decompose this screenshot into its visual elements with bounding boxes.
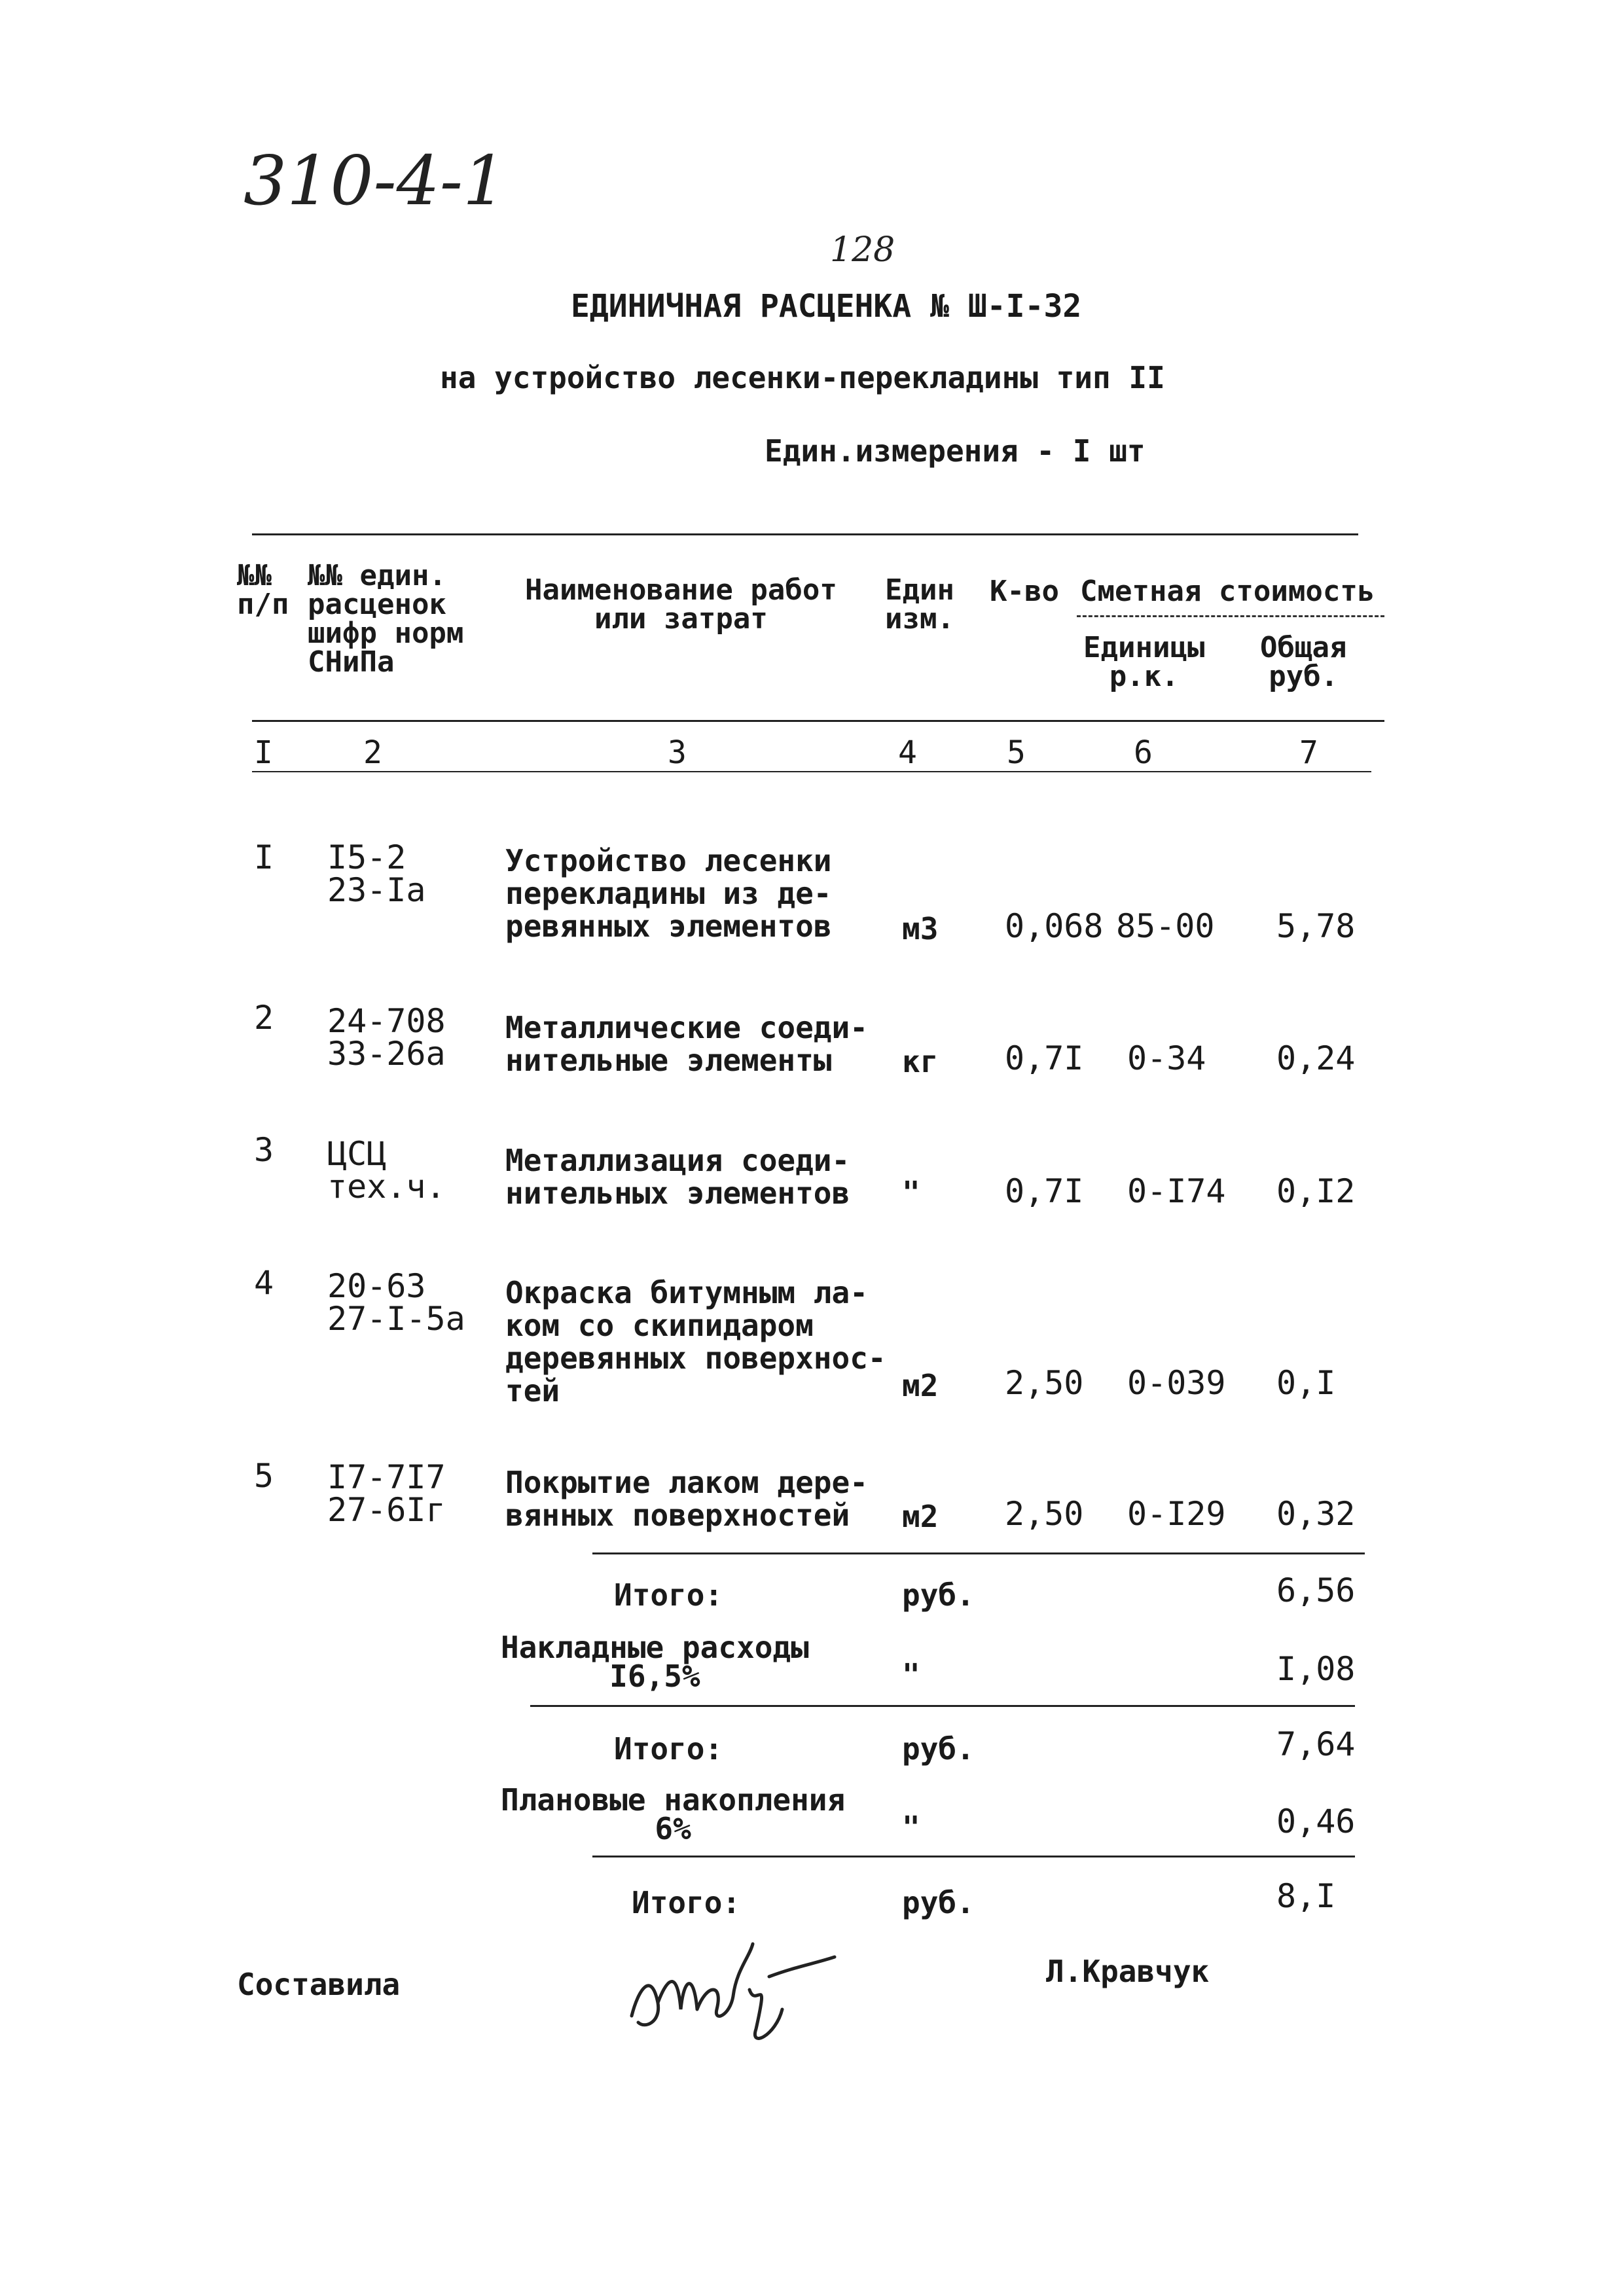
summary-5-unit: руб. [902,1885,975,1920]
summary-5-total: 8,I [1276,1877,1336,1915]
table-row-1-code: I5-2 23-Iа [327,838,426,909]
handwritten-doc-number: 310-4-1 [244,141,507,221]
table-row-1-total: 5,78 [1276,907,1356,945]
table-row-1-num: I [254,838,274,876]
summary-2-label: Накладные расходы I6,5% [501,1630,809,1694]
summary-2-total: I,08 [1276,1650,1356,1688]
summary-4-label: Плановые накопления 6% [501,1782,846,1846]
table-row-4-code: 20-63 27-I-5а [327,1267,465,1338]
col-numbers-rule [252,771,1371,772]
table-row-5-num: 5 [254,1457,274,1495]
summary-4-total: 0,46 [1276,1803,1356,1840]
table-row-2-total: 0,24 [1276,1039,1356,1077]
header-unit: Един изм. [885,573,954,636]
summary-3-label: Итого: [614,1731,723,1767]
document-subtitle: на устройство лесенки-перекладины тип II [440,360,1165,395]
summary-2-unit: " [902,1657,920,1693]
summary-rule-1 [530,1705,1355,1707]
table-row-2-name: Металлические соеди- нительные элементы [505,1010,868,1078]
header-code: №№ един. расценок шифр норм СНиПа [308,559,464,679]
table-row-5-qty: 2,50 [1005,1495,1084,1533]
table-row-1-qty: 0,068 [1005,907,1104,945]
table-row-2-code: 24-708 33-26а [327,1002,446,1073]
header-qty: К-во [990,575,1059,608]
header-name: Наименование работ или затрат [525,573,837,636]
col-number-4: 4 [898,734,917,771]
col-number-5: 5 [1007,734,1026,771]
table-row-5-unit: м2 [902,1499,939,1534]
table-row-5-price: 0-I29 [1127,1495,1226,1533]
header-bottom-rule [252,720,1384,722]
summary-3-unit: руб. [902,1731,975,1767]
summary-5-label: Итого: [632,1885,741,1920]
table-row-1-unit: м3 [902,911,939,946]
col-number-3: 3 [668,734,687,771]
summary-3-total: 7,64 [1276,1725,1356,1763]
header-cost-total: Общая руб. [1260,631,1347,693]
table-row-4-unit: м2 [902,1368,939,1403]
table-row-4-price: 0-039 [1127,1364,1226,1402]
document-title: ЕДИНИЧНАЯ РАСЦЕНКА № Ш-I-32 [571,288,1082,325]
table-row-3-code: ЦСЦ тех.ч. [327,1135,446,1206]
table-row-2-unit: кг [902,1044,939,1079]
summary-4-unit: " [902,1810,920,1845]
page-number: 128 [830,230,895,270]
summary-1-total: 6,56 [1276,1571,1356,1609]
table-row-1-price: 85-00 [1116,907,1215,945]
rows-bottom-rule [592,1552,1365,1554]
table-row-1-name: Устройство лесенки перекладины из де- ревянных элементов [505,843,832,944]
summary-1-unit: руб. [902,1577,975,1613]
unit-of-measure-line: Един.измерения - I шт [765,433,1146,469]
summary-1-label: Итого: [614,1577,723,1613]
table-row-3-num: 3 [254,1131,274,1169]
table-row-4-total: 0,I [1276,1364,1336,1402]
col-number-7: 7 [1299,734,1318,771]
table-row-4-qty: 2,50 [1005,1364,1084,1402]
col-number-6: 6 [1134,734,1153,771]
table-row-3-price: 0-I74 [1127,1172,1226,1210]
table-row-4-name: Окраска битумным ла- ком со скипидаром деревянных поверхнос- тей [505,1275,886,1408]
table-row-3-unit: " [902,1175,920,1210]
cost-header-rule [1077,615,1384,617]
table-row-2-num: 2 [254,999,274,1037]
col-number-1: I [254,734,273,771]
signature [619,1931,841,2055]
col-number-2: 2 [363,734,382,771]
table-row-3-total: 0,I2 [1276,1172,1356,1210]
table-row-4-num: 4 [254,1264,274,1302]
header-num: №№ п/п [237,559,289,621]
table-row-3-qty: 0,7I [1005,1172,1084,1210]
summary-rule-2 [592,1856,1355,1857]
table-row-3-name: Металлизация соеди- нительных элементов [505,1143,850,1211]
table-row-5-code: I7-7I7 27-6Iг [327,1458,446,1529]
header-cost: Сметная стоимость [1080,575,1375,608]
table-row-5-name: Покрытие лаком дере- вянных поверхностей [505,1465,868,1533]
author-name: Л.Кравчук [1046,1954,1210,1989]
header-cost-unit: Единицы р.к. [1083,631,1205,693]
composed-by-label: Составила [237,1967,401,2002]
table-top-rule [252,533,1358,535]
table-row-2-qty: 0,7I [1005,1039,1084,1077]
table-row-5-total: 0,32 [1276,1495,1356,1533]
table-row-2-price: 0-34 [1127,1039,1206,1077]
